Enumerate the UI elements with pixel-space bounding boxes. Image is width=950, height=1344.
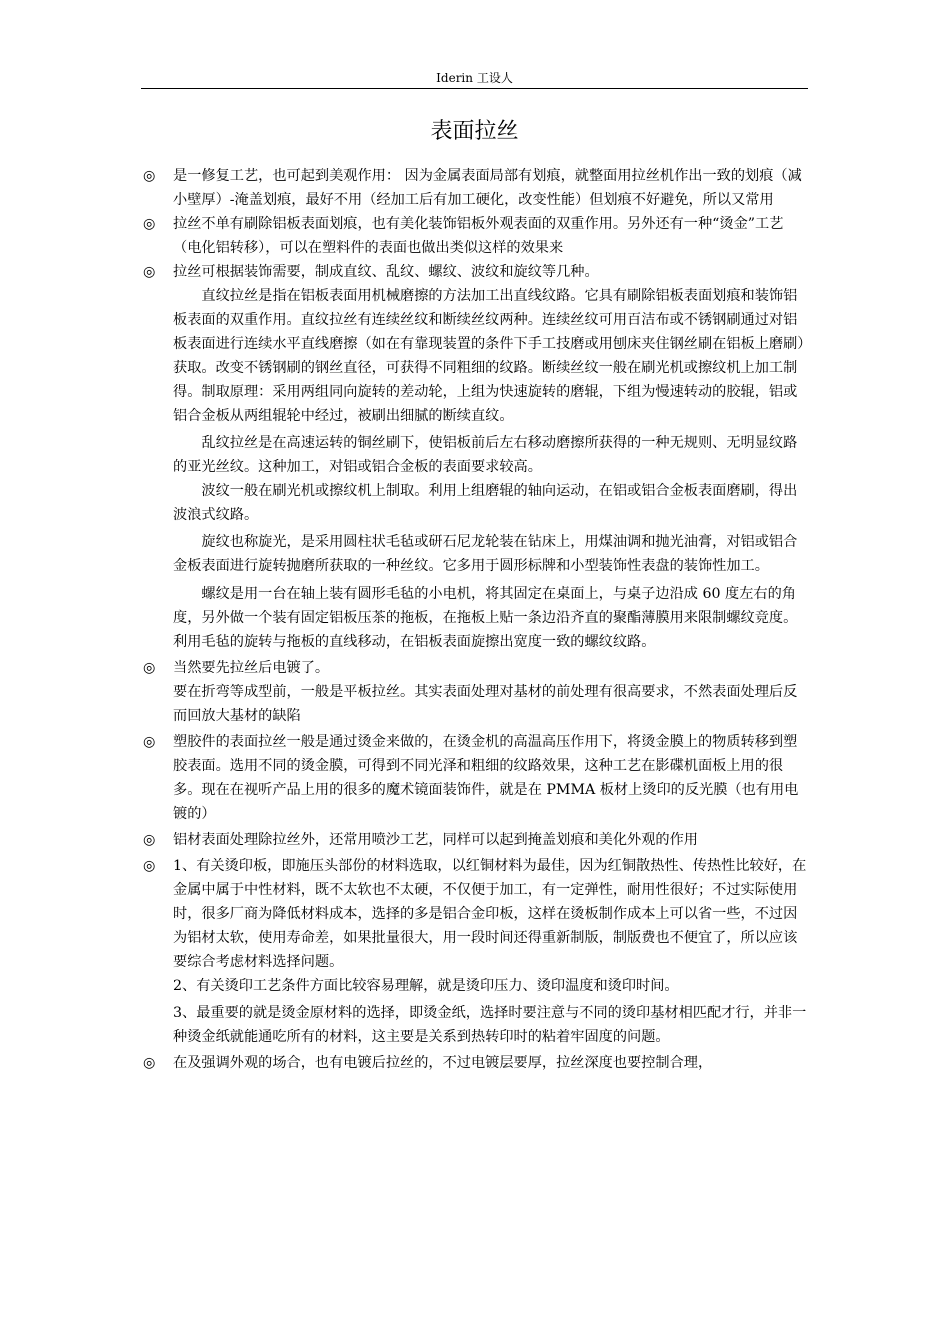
item-subtext: 2、有关烫印工艺条件方面比较容易理解，就是烫印压力、烫印温度和烫印时间。	[173, 978, 679, 994]
item-text: 拉丝不单有刷除铝板表面划痕，也有美化装饰铝板外观表面的双重作用。另外还有一种“烫金”工艺（电化铝转移），可以在塑料件的表面也做出类似这样的效果来	[173, 216, 784, 256]
item-text: 塑胶件的表面拉丝一般是通过烫金来做的，在烫金机的高温高压作用下，将烫金膜上的物质转移到塑胶表面。选用不同的烫金膜，可得到不同光泽和粗细的纹路效果，这种工艺在影碟机面板上用的很多。现在在视听产品上用的很多的魔术镜面装饰件，就是在 PMMA 板材上烫印的反光膜（也有用电镀的）	[173, 734, 799, 822]
item-text: 在及强调外观的场合，也有电镀后拉丝的，不过电镀层要厚，拉丝深度也要控制合理，	[173, 1055, 713, 1071]
paragraph-straight-grain: 直纹拉丝是指在铝板表面用机械磨擦的方法加工出直线纹路。它具有刷除铝板表面划痕和装饰铝板表面的双重作用。直纹拉丝有连续丝纹和断续丝纹两种。连续丝纹可用百洁布或不锈钢刷通过对铝板表面进行连续水平直线磨擦（如在有靠现装置的条件下手工技磨或用刨床夹住钢丝刷在铝板上磨刷）获取。改变不锈钢刷的钢丝直径，可获得不同粗细的纹路。断续丝纹一般在刷光机或擦纹机上加工制得。制取原理：采用两组同向旋转的差动轮，上组为快速旋转的磨辊，下组为慢速转动的胶辊，铝或铝合金板从两组辊轮中经过，被刷出细腻的断续直纹。	[173, 288, 805, 424]
item-subtext: 要在折弯等成型前，一般是平板拉丝。其实表面处理对基材的前处理有很高要求，不然表面处理后反而回放大基材的缺陷	[173, 684, 798, 724]
paragraph-random-grain: 乱纹拉丝是在高速运转的铜丝刷下，使铝板前后左右移动磨擦所获得的一种无规则、无明显纹路的亚光丝纹。这种加工，对铝或铝合金板的表面要求较高。	[173, 435, 798, 475]
paragraph-spiral-grain: 螺纹是用一台在轴上装有圆形毛毡的小电机，将其固定在桌面上，与桌子边沿成 60 度左右的角度，另外做一个装有固定铝板压茶的拖板，在拖板上贴一条边沿齐直的聚酯薄膜用来限制螺纹竞度。利用毛毡的旋转与拖板的直线移动，在铝板表面旋擦出宽度一致的螺纹纹路。	[173, 586, 798, 650]
page-title: 表面拉丝	[430, 119, 519, 144]
bullet-icon: ◎	[143, 832, 156, 848]
bullet-icon: ◎	[143, 168, 156, 184]
list-item	[141, 656, 808, 680]
paragraph-wave-grain: 波纹一般在刷光机或擦纹机上制取。利用上组磨辊的轴向运动，在铝或铝合金板表面磨刷，得出波浪式纹路。	[173, 483, 798, 523]
item-text: 拉丝可根据装饰需要，制成直纹、乱纹、螺纹、波纹和旋纹等几种。	[173, 264, 599, 280]
item-text: 当然要先拉丝后电镀了。	[173, 660, 330, 676]
list-item	[141, 1051, 808, 1075]
bullet-icon: ◎	[143, 660, 156, 676]
bullet-icon: ◎	[143, 216, 156, 232]
list-item	[141, 164, 808, 212]
item-text: 1、有关烫印板，即施压头部份的材料选取，以红铜材料为最佳，因为红铜散热性、传热性比较好，在金属中属于中性材料，既不太软也不太硬，不仅便于加工，有一定弹性，耐用性很好；不过实际使用时，很多厂商为降低材料成本，选择的多是铝合金印板，这样在烫板制作成本上可以省一些，不过因为铝材太软，使用寿命差，如果批量很大，用一段时间还得重新制版，制版费也不便宜了，所以应该要综合考虑材料选择问题。	[173, 858, 807, 970]
list-item	[141, 828, 808, 852]
list-item	[141, 212, 808, 260]
item-subtext: 3、最重要的就是烫金原材料的选择，即烫金纸，选择时要注意与不同的烫印基材相匹配才行，并非一种烫金纸就能通吃所有的材料，这主要是关系到热转印时的粘着牢固度的问题。	[173, 1005, 807, 1045]
header-rule	[141, 88, 808, 89]
bullet-icon: ◎	[143, 264, 156, 280]
document-body	[141, 164, 808, 1075]
list-item	[141, 260, 808, 284]
paragraph-swirl-grain: 旋纹也称旋光，是采用圆柱状毛毡或研石尼龙轮装在钻床上，用煤油调和抛光油膏，对铝或铝合金板表面进行旋转抛磨所获取的一种丝纹。它多用于圆形标牌和小型装饰性表盘的装饰性加工。	[173, 534, 798, 574]
bullet-icon: ◎	[143, 734, 156, 750]
list-item	[141, 730, 808, 826]
bullet-icon: ◎	[143, 858, 156, 874]
page-header: Iderin 工设人	[436, 71, 513, 85]
bullet-icon: ◎	[143, 1055, 156, 1071]
item-text: 铝材表面处理除拉丝外，还常用喷沙工艺，同样可以起到掩盖划痕和美化外观的作用	[173, 832, 698, 848]
list-item	[141, 854, 808, 974]
item-text: 是一修复工艺，也可起到美观作用： 因为金属表面局部有划痕，就整面用拉丝机作出一致的划痕（减小壁厚）-淹盖划痕，最好不用（经加工后有加工硬化，改变性能）但划痕不好避免，所以又常用	[173, 168, 802, 208]
